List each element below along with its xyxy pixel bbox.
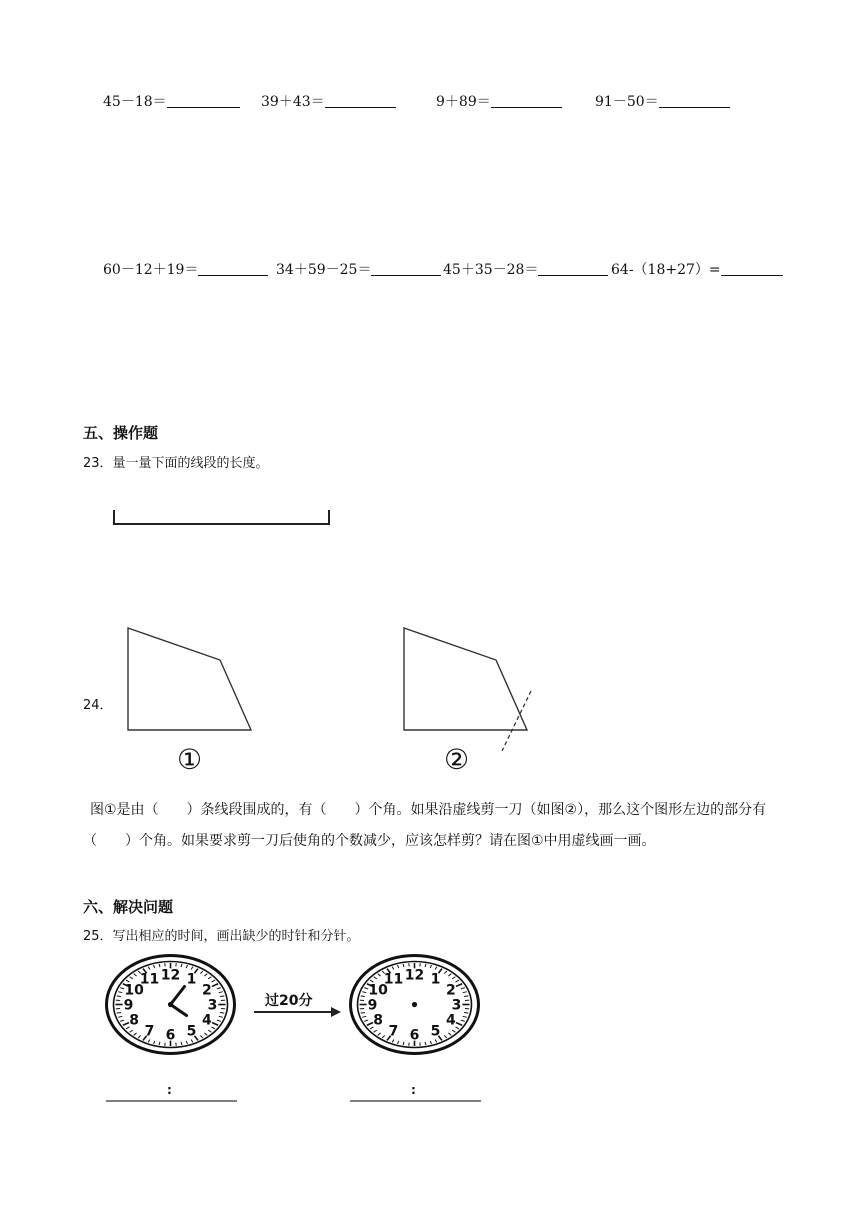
clock-number: 8: [129, 1012, 140, 1029]
clock-number: 1: [186, 971, 197, 988]
clock-face-with-hands: [104, 953, 237, 1056]
clock-number: 10: [124, 982, 144, 999]
clock-number: 9: [367, 997, 378, 1014]
question-24-number: 24．: [83, 698, 113, 713]
clock-number: 10: [368, 982, 388, 999]
clock-number: 6: [165, 1027, 176, 1044]
clock-number: 7: [388, 1023, 399, 1040]
time-colon-2: :: [411, 1083, 416, 1097]
time-colon-1: :: [167, 1083, 172, 1097]
calc-expression: 34＋59－25＝: [276, 262, 372, 278]
calc-expression: 45＋35－28＝: [443, 262, 539, 278]
section-title-problem-solving: 六、解决问题: [83, 898, 174, 916]
figure-label-1: ①: [177, 743, 203, 776]
clock-tick: [117, 996, 121, 997]
clock-number: 4: [201, 1012, 212, 1029]
calc-expression: 64-（18+27）=: [611, 262, 721, 278]
dashed-cut-line: [502, 691, 531, 751]
figure-label-2: ②: [444, 743, 470, 776]
clock-number: 1: [430, 971, 441, 988]
clock-number: 5: [186, 1023, 197, 1040]
section-title-operations: 五、操作题: [83, 424, 159, 442]
clock-center: [412, 1002, 417, 1007]
clock-number: 12: [160, 967, 181, 984]
clock-number: 7: [144, 1023, 155, 1040]
calc-expression: 91－50＝: [595, 94, 659, 110]
clock-number: 11: [139, 971, 160, 988]
quadrilateral-figure-1: [128, 628, 251, 730]
question-24-paragraph: 图①是由（ ）条线段围成的，有（ ）个角。如果沿虚线剪一刀（如图②），那么这个图形左边的部分有（ ）个角。如果要求剪一刀后使角的个数减少，应该怎样剪？请在图①中用虚线画一画。: [83, 802, 767, 849]
clock-number: 4: [445, 1012, 456, 1029]
clock-tick: [361, 1012, 365, 1013]
clock-number: 5: [430, 1023, 441, 1040]
calc-expression: 39＋43＝: [261, 94, 325, 110]
calc-expression: 45－18＝: [103, 94, 167, 110]
clock-number: 3: [451, 997, 462, 1014]
clock-tick: [220, 1012, 224, 1013]
clock-number: 6: [409, 1027, 420, 1044]
clock-face-without-hands[interactable]: [348, 953, 481, 1056]
clock-number: 3: [207, 997, 218, 1014]
clock-number: 8: [373, 1012, 384, 1029]
clock-tick: [464, 996, 468, 997]
calc-expression: 9＋89＝: [436, 94, 491, 110]
clock-number: 2: [445, 982, 456, 999]
clock-number: 11: [383, 971, 404, 988]
clock-number: 12: [404, 967, 425, 984]
arrow-label: 过20分: [265, 993, 313, 1009]
question-23-text: 23．量一量下面的线段的长度。: [83, 456, 269, 471]
quadrilateral-figure-2: [404, 628, 527, 730]
clock-tick: [220, 996, 224, 997]
question-25-text: 25．写出相应的时间，画出缺少的时针和分针。: [83, 929, 360, 944]
clock-tick: [117, 1012, 121, 1013]
clock-tick: [361, 996, 365, 997]
clock-number: 2: [201, 982, 212, 999]
measure-line-segment: [114, 510, 329, 524]
clock-number: 9: [123, 997, 134, 1014]
calc-expression: 60－12＋19＝: [103, 262, 199, 278]
clock-tick: [464, 1012, 468, 1013]
